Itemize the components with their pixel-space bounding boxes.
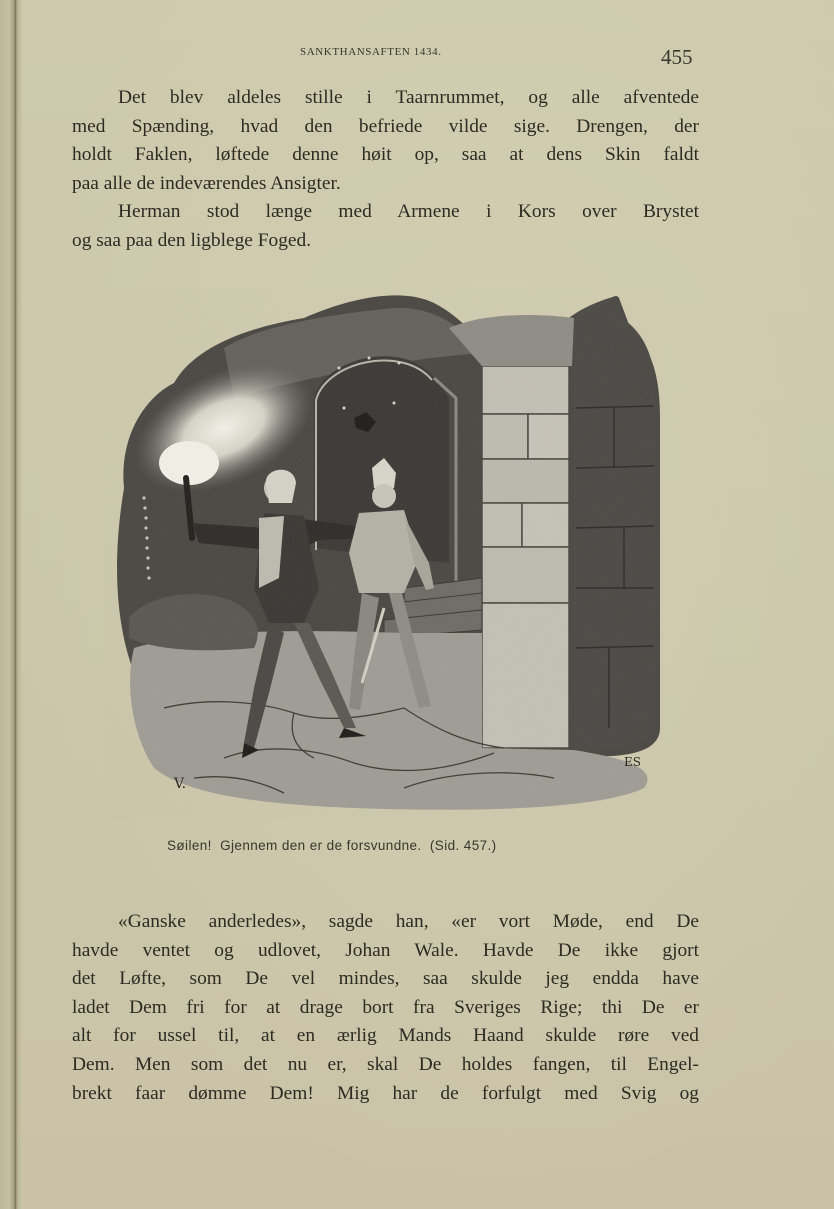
text-line: brekt faar dømme Dem! Mig har de forfulgt med Svig og	[72, 1082, 699, 1104]
text-line: og saa paa den ligblege Foged.	[72, 229, 312, 251]
running-head: SANKTHANSAFTEN 1434.	[300, 46, 442, 58]
paragraph	[72, 84, 699, 198]
text-line: med Spænding, hvad den befriede vilde sige. Drengen, der	[72, 115, 699, 137]
illustration	[104, 288, 664, 818]
text-line: alt for ussel til, at en ærlig Mands Haand skulde røre ved	[72, 1025, 699, 1047]
text-line: det Løfte, som De vel mindes, saa skulde jeg endda have	[72, 968, 699, 990]
text-line: Det blev aldeles stille i Taarnrummet, og alle afventede	[118, 87, 699, 108]
text-line: paa alle de indeværendes Ansigter.	[72, 172, 341, 194]
svg-text:V.: V.	[174, 776, 187, 792]
page-number: 455	[661, 45, 693, 69]
text-line: holdt Faklen, løftede denne høit op, saa at dens Skin faldt	[72, 144, 699, 166]
paragraph	[72, 908, 699, 1108]
text-line: ladet Dem fri for at drage bort fra Sveriges Rige; thi De er	[72, 996, 699, 1018]
book-gutter-shadow	[0, 0, 22, 1209]
text-block-top	[72, 84, 699, 256]
illustration-caption: Søilen! Gjennem den er de forsvundne. (Sid. 457.)	[167, 838, 497, 853]
text-line: Herman stod længe med Armene i Kors over Brystet	[118, 201, 699, 223]
text-line: «Ganske anderledes», sagde han, «er vort Møde, end De	[118, 911, 699, 932]
paragraph	[72, 198, 699, 255]
tower-chamber-engraving-icon	[104, 288, 664, 818]
text-block-bottom	[72, 908, 699, 1108]
svg-text:ES: ES	[624, 755, 641, 769]
text-line: Dem. Men som det nu er, skal De holdes fangen, til Engel-	[72, 1053, 699, 1075]
text-line: havde ventet og udlovet, Johan Wale. Havde De ikke gjort	[72, 939, 699, 961]
